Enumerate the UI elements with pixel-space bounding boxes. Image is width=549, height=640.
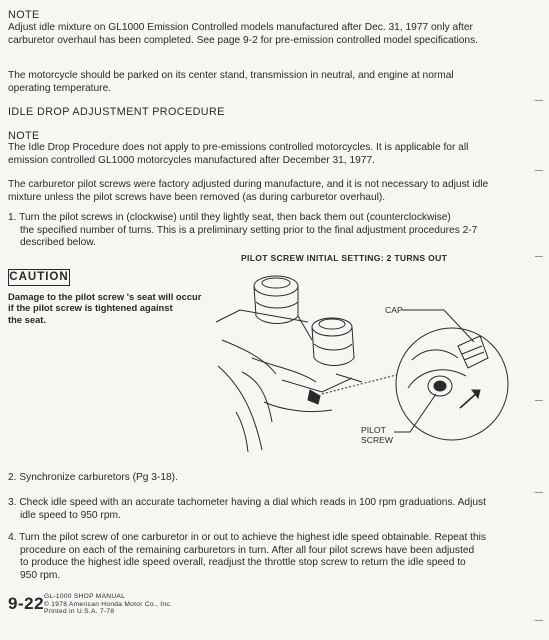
step-2: 2. Synchronize carburetors (Pg 3-18). [8, 472, 178, 483]
scan-mark [535, 492, 543, 493]
step-line: 950 rpm. [20, 569, 61, 581]
note-line: carburetor overhaul has been completed. See page 9-2 for pre-emission controlled model specifications. [8, 34, 479, 46]
step-line: described below. [20, 237, 96, 249]
step-3 [8, 497, 486, 522]
note-label: NOTE [8, 130, 40, 142]
label-line: SCREW [361, 435, 393, 445]
caution-line: the seat. [8, 313, 47, 325]
footer-imprint [44, 593, 172, 616]
step-line: 4. Turn the pilot screw of one carburetor in or out to achieve the highest idle speed obtainable. Repeat this [8, 532, 486, 543]
paragraph-line: operating temperature. [8, 82, 112, 94]
caution-text [8, 291, 201, 325]
scan-mark [535, 400, 543, 401]
note-line: The Idle Drop Procedure does not apply to pre-emissions controlled motorcycles. It is applicable for all [8, 142, 469, 153]
footer-line: GL-1000 SHOP MANUAL [44, 593, 126, 600]
step-line: procedure on each of the remaining carburetors in turn. After all four pilot screws have been adjusted [20, 544, 475, 556]
note-text [8, 142, 468, 167]
caution-line: if the pilot screw is tightened against [8, 302, 173, 314]
paragraph-line: mixture unless the pilot screws have been removed (as during carburetor overhaul). [8, 191, 386, 203]
scan-mark [535, 256, 543, 257]
parking-paragraph [8, 70, 454, 95]
note-line: emission controlled GL1000 motorcycles manufactured after December 31, 1977. [8, 154, 375, 166]
paragraph-line: The carburetor pilot screws were factory adjusted during manufacture, and it is not necessary to adjust idle [8, 179, 489, 190]
scan-mark [535, 100, 543, 101]
step-1 [8, 212, 477, 250]
paragraph-line: The motorcycle should be parked on its center stand, transmission in neutral, and engine at normal [8, 70, 454, 81]
page-number: 9-22 [8, 594, 45, 613]
pilot-paragraph [8, 179, 488, 204]
note-line: Adjust idle mixture on GL1000 Emission Controlled models manufactured after Dec. 31, 1977 only after [8, 22, 473, 33]
step-line: 1. Turn the pilot screws in (clockwise) until they lightly seat, then back them out (counterclockwise) [8, 212, 451, 223]
section-title: IDLE DROP ADJUSTMENT PROCEDURE [8, 106, 225, 118]
scan-mark [535, 170, 543, 171]
note-label: NOTE [8, 9, 40, 21]
step-line: 3. Check idle speed with an accurate tachometer having a dial which reads in 100 rpm graduations. Adjust [8, 497, 486, 508]
figure-caption: PILOT SCREW INITIAL SETTING: 2 TURNS OUT [241, 253, 448, 263]
label-pilot-screw [361, 425, 393, 445]
label-cap: CAP [385, 305, 403, 315]
caution-line: Damage to the pilot screw 's seat will occur [8, 291, 202, 302]
step-line: the specified number of turns. This is a preliminary setting prior to the final adjustment procedures 2-7 [20, 224, 478, 236]
step-4 [8, 532, 486, 582]
step-line: idle speed to 950 rpm. [20, 509, 121, 521]
footer-line: Printed in U.S.A. 7-78 [44, 608, 115, 616]
caution-label: CAUTION [8, 269, 70, 286]
label-line: PILOT [361, 425, 386, 435]
footer-line: © 1978 American Honda Motor Co., Inc. [44, 600, 173, 608]
note-text [8, 22, 478, 47]
scan-mark [535, 620, 543, 621]
step-line: to produce the highest idle speed overall, readjust the throttle stop screw to return the idle speed to [20, 557, 466, 569]
